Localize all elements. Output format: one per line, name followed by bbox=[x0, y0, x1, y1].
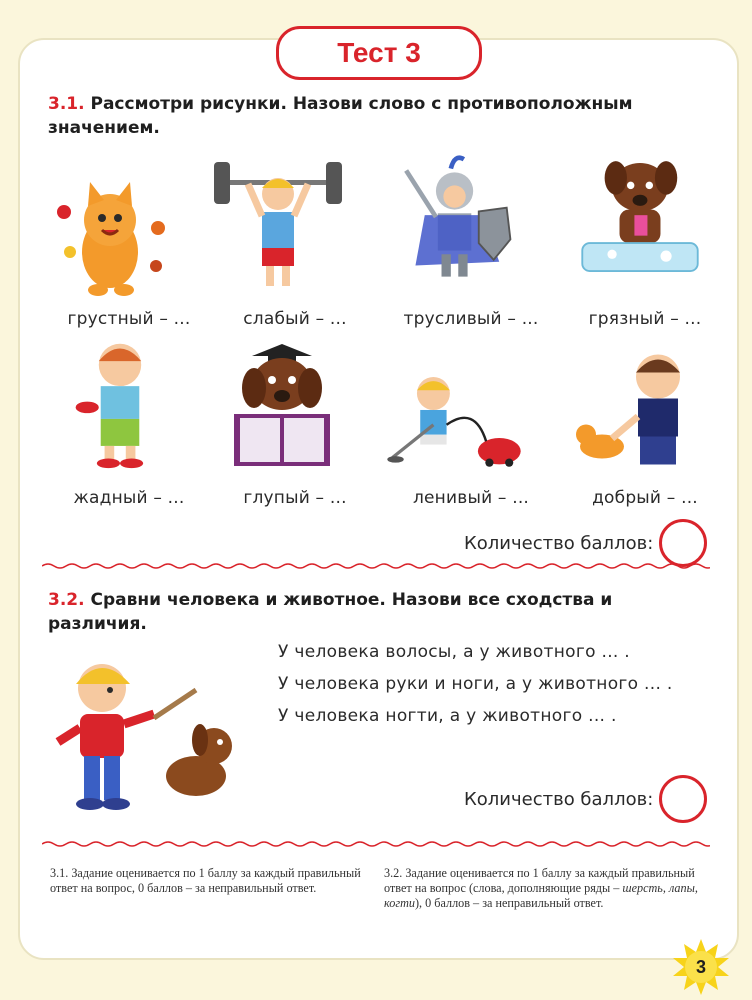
task1-score-circle[interactable] bbox=[659, 519, 707, 567]
task2-instruction: Сравни человека и животное. Назови все сходства и различия. bbox=[48, 590, 613, 634]
puppy-washing-picture bbox=[570, 150, 710, 285]
comparison-sentence-3: У человека ногти, а у животного ... . bbox=[278, 706, 617, 726]
boy-with-candy-picture bbox=[50, 336, 190, 471]
antonym-word-8: добрый – ... bbox=[592, 488, 698, 508]
footnote-task2-part2: ), 0 баллов – за неправильный ответ. bbox=[414, 896, 604, 910]
antonym-word-4: грязный – ... bbox=[588, 309, 702, 329]
knight-boy-picture bbox=[392, 150, 532, 285]
section-divider-2 bbox=[42, 840, 710, 848]
task2-score-label: Количество баллов: bbox=[464, 789, 654, 810]
test-title: Тест 3 bbox=[276, 26, 482, 80]
antonym-word-7: ленивый – ... bbox=[412, 488, 530, 508]
task1-number: 3.1. bbox=[48, 94, 85, 114]
footnote-task2-italic: шерсть, лапы, когти bbox=[384, 881, 698, 910]
task1-score-label: Количество баллов: bbox=[464, 533, 654, 554]
footnote-task2-part1: 3.2. Задание оценивается по 1 баллу за каждый правильный ответ на вопрос (слова, дополняющие ряды – bbox=[384, 866, 695, 895]
task2-heading bbox=[48, 588, 703, 636]
antonym-word-6: глупый – ... bbox=[243, 488, 347, 508]
task1-instruction: Рассмотри рисунки. Назови слово с противоположным значением. bbox=[48, 94, 633, 138]
boy-and-dog-picture bbox=[50, 648, 250, 816]
page-number-badge bbox=[672, 938, 730, 996]
footnote-task1: 3.1. Задание оценивается по 1 баллу за каждый правильный ответ на вопрос, 0 баллов – за неправильный ответ. bbox=[50, 866, 361, 895]
footnote-task2 bbox=[384, 866, 706, 911]
antonym-word-3: трусливый – ... bbox=[403, 309, 539, 329]
antonym-word-5: жадный – ... bbox=[73, 488, 185, 508]
comparison-sentence-1: У человека волосы, а у животного ... . bbox=[278, 642, 631, 662]
boy-vacuuming-picture bbox=[384, 354, 524, 489]
puppy-with-book-picture bbox=[212, 342, 352, 477]
antonym-word-2: слабый – ... bbox=[243, 309, 347, 329]
task1-heading bbox=[48, 92, 703, 140]
boy-petting-kitten-picture bbox=[572, 344, 712, 479]
task2-score-circle[interactable] bbox=[659, 775, 707, 823]
task2-number: 3.2. bbox=[48, 590, 85, 610]
antonym-word-1: грустный – ... bbox=[67, 309, 191, 329]
page-number: 3 bbox=[695, 956, 706, 977]
section-divider-1 bbox=[42, 562, 710, 570]
strong-boy-picture bbox=[208, 158, 348, 293]
comparison-sentence-2: У человека руки и ноги, а у животного ... . bbox=[278, 674, 673, 694]
happy-kitten-picture bbox=[40, 172, 180, 307]
